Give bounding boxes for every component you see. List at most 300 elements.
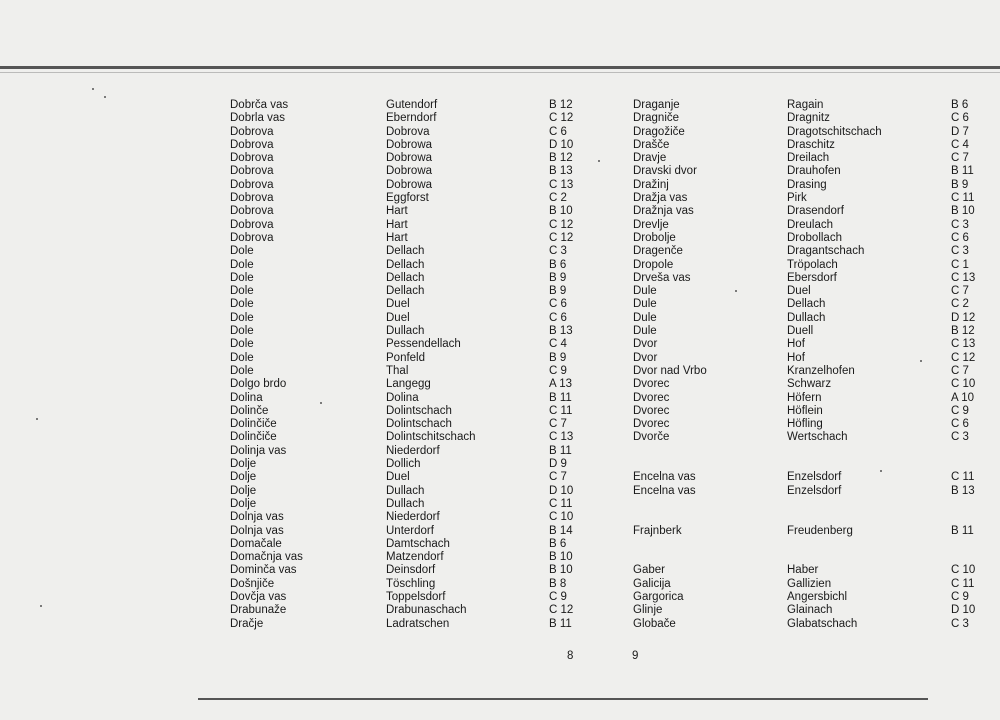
- german-name: Toppelsdorf: [386, 590, 446, 603]
- index-row: [230, 112, 590, 125]
- map-grid-ref: C 3: [951, 431, 969, 444]
- index-row: [230, 418, 590, 431]
- map-grid-ref: C 10: [951, 378, 976, 391]
- german-name: Ebersdorf: [787, 271, 837, 284]
- german-name: Freudenberg: [787, 524, 853, 537]
- index-row: [230, 551, 590, 564]
- map-grid-ref: D 7: [951, 125, 969, 138]
- map-grid-ref: C 7: [549, 418, 567, 431]
- scan-speck: [598, 160, 600, 162]
- index-row: [230, 139, 590, 152]
- slovene-name: Dolje: [230, 471, 257, 484]
- map-grid-ref: D 10: [549, 484, 574, 497]
- map-grid-ref: B 6: [549, 537, 567, 550]
- index-row: [230, 498, 590, 511]
- map-grid-ref: C 13: [549, 431, 574, 444]
- german-name: Dragnitz: [787, 112, 830, 125]
- german-name: Dullach: [386, 497, 425, 510]
- slovene-name: Dolinčiče: [230, 431, 277, 444]
- map-grid-ref: C 12: [549, 231, 574, 244]
- german-name: Ladratschen: [386, 617, 450, 630]
- index-row: [230, 578, 590, 591]
- index-row: [230, 298, 590, 311]
- slovene-name: Dražinj: [633, 178, 669, 191]
- scan-speck: [36, 418, 38, 420]
- slovene-name: Dole: [230, 311, 254, 324]
- map-grid-ref: C 12: [549, 112, 574, 125]
- index-row: [633, 525, 973, 538]
- german-name: Thal: [386, 364, 409, 377]
- index-row: [633, 192, 973, 205]
- slovene-name: Dražja vas: [633, 192, 688, 205]
- german-name: Drobollach: [787, 231, 842, 244]
- top-rule: [0, 66, 1000, 69]
- index-row: [633, 338, 976, 351]
- slovene-name: Dobrova: [230, 125, 274, 138]
- group-gap: [633, 551, 973, 564]
- map-grid-ref: C 10: [951, 564, 976, 577]
- slovene-name: Dobrova: [230, 205, 274, 218]
- map-grid-ref: B 12: [549, 152, 573, 165]
- index-row: [230, 458, 590, 471]
- map-grid-ref: A 10: [951, 391, 975, 404]
- map-grid-ref: A 13: [549, 378, 573, 391]
- map-grid-ref: C 3: [951, 218, 969, 231]
- index-row: [633, 205, 973, 218]
- slovene-name: Dolina: [230, 391, 263, 404]
- german-name: Dobrowa: [386, 165, 433, 178]
- slovene-name: Dole: [230, 325, 254, 338]
- index-row: [633, 165, 973, 178]
- index-row: [633, 325, 973, 338]
- map-grid-ref: C 11: [549, 404, 573, 417]
- slovene-name: Došnjiče: [230, 577, 275, 590]
- index-row: [633, 578, 973, 591]
- map-grid-ref: C 9: [549, 364, 567, 377]
- slovene-name: Dolinja vas: [230, 444, 287, 457]
- index-row: [230, 205, 590, 218]
- slovene-name: Dvor nad Vrbo: [633, 364, 707, 377]
- index-row: [230, 259, 590, 272]
- map-grid-ref: D 10: [549, 138, 574, 151]
- map-grid-ref: C 7: [951, 285, 969, 298]
- index-row: [633, 392, 973, 405]
- german-name: Dollich: [386, 458, 421, 471]
- map-grid-ref: B 11: [951, 524, 974, 537]
- map-grid-ref: C 7: [951, 364, 969, 377]
- slovene-name: Dolje: [230, 497, 257, 510]
- map-grid-ref: C 13: [549, 178, 574, 191]
- index-row: [230, 392, 590, 405]
- index-row: [230, 405, 590, 418]
- slovene-name: Drašče: [633, 138, 670, 151]
- slovene-name: Dravje: [633, 152, 667, 165]
- slovene-name: Dole: [230, 351, 254, 364]
- index-row: [633, 418, 973, 431]
- map-grid-ref: C 11: [951, 192, 975, 205]
- group-gap: [633, 458, 973, 471]
- index-row: [633, 564, 976, 577]
- index-row: [633, 271, 976, 285]
- german-name: Dobrowa: [386, 152, 433, 165]
- map-grid-ref: C 4: [951, 138, 969, 151]
- slovene-name: Dragniče: [633, 112, 680, 125]
- german-name: Höflein: [787, 404, 823, 417]
- index-row: [633, 245, 973, 258]
- map-grid-ref: C 1: [951, 258, 969, 271]
- index-row: [230, 352, 590, 365]
- map-grid-ref: C 2: [951, 298, 969, 311]
- index-row: [230, 192, 590, 205]
- german-name: Eggforst: [386, 192, 429, 205]
- index-row: [230, 165, 590, 178]
- slovene-name: Dolje: [230, 484, 257, 497]
- german-name: Töschling: [386, 577, 436, 590]
- index-row: [633, 405, 973, 418]
- map-grid-ref: C 2: [549, 192, 567, 205]
- german-name: Enzelsdorf: [787, 471, 842, 484]
- german-name: Dellach: [386, 285, 425, 298]
- index-row: [633, 591, 973, 604]
- map-grid-ref: B 9: [549, 285, 567, 298]
- right-page-number: 9: [632, 650, 639, 662]
- index-row: [230, 618, 590, 631]
- slovene-name: Dule: [633, 325, 657, 338]
- german-name: Duel: [386, 471, 410, 484]
- index-row: [230, 219, 590, 232]
- german-name: Duel: [386, 311, 410, 324]
- slovene-name: Dvorec: [633, 418, 670, 431]
- slovene-name: Drobolje: [633, 231, 676, 244]
- german-name: Dobrova: [386, 125, 430, 138]
- slovene-name: Drabunaže: [230, 604, 287, 617]
- map-grid-ref: B 9: [549, 351, 567, 364]
- index-row: [633, 259, 973, 272]
- map-grid-ref: C 11: [951, 577, 975, 590]
- german-name: Draschitz: [787, 138, 835, 151]
- group-gap: [633, 498, 973, 511]
- german-name: Dobrowa: [386, 138, 433, 151]
- index-row: [230, 325, 590, 338]
- german-name: Gutendorf: [386, 99, 438, 111]
- index-row: [230, 604, 590, 617]
- slovene-name: Dobrla vas: [230, 112, 285, 125]
- scan-speck: [735, 290, 737, 292]
- map-grid-ref: B 11: [951, 165, 974, 178]
- slovene-name: Dolinčiče: [230, 418, 277, 431]
- map-grid-ref: C 3: [951, 245, 969, 258]
- map-grid-ref: B 6: [549, 258, 567, 271]
- german-name: Dolintschitschach: [386, 431, 476, 444]
- german-name: Deinsdorf: [386, 564, 436, 577]
- german-name: Drabunaschach: [386, 604, 467, 617]
- map-grid-ref: D 12: [951, 311, 976, 324]
- slovene-name: Dobrova: [230, 192, 274, 205]
- german-name: Kranzelhofen: [787, 364, 855, 377]
- german-name: Tröpolach: [787, 258, 838, 271]
- index-row: [633, 179, 973, 192]
- german-name: Niederdorf: [386, 444, 440, 457]
- german-name: Dreilach: [787, 152, 830, 165]
- slovene-name: Dobrča vas: [230, 99, 289, 111]
- map-grid-ref: B 11: [549, 617, 572, 630]
- slovene-name: Dobrova: [230, 152, 274, 165]
- slovene-name: Dobrova: [230, 218, 274, 231]
- german-name: Wertschach: [787, 431, 848, 444]
- index-row: [633, 139, 973, 152]
- german-name: Hart: [386, 231, 408, 244]
- slovene-name: Dole: [230, 285, 254, 298]
- german-name: Glabatschach: [787, 617, 858, 630]
- index-row: [230, 485, 590, 498]
- index-row: [230, 445, 590, 458]
- map-grid-ref: C 9: [951, 590, 969, 603]
- slovene-name: Dvorec: [633, 404, 670, 417]
- slovene-name: Encelna vas: [633, 484, 696, 497]
- top-rule-shadow: [0, 72, 1000, 73]
- index-row: [633, 378, 976, 391]
- german-name: Dellach: [386, 258, 425, 271]
- index-row: [633, 219, 973, 232]
- slovene-name: Dolinče: [230, 404, 269, 417]
- map-grid-ref: B 10: [549, 564, 573, 577]
- map-grid-ref: B 13: [951, 484, 975, 497]
- slovene-name: Frajnberk: [633, 524, 682, 537]
- german-name: Hof: [787, 338, 805, 351]
- map-grid-ref: B 8: [549, 577, 567, 590]
- slovene-name: Dvorče: [633, 431, 670, 444]
- slovene-name: Dole: [230, 338, 254, 351]
- index-row: [230, 471, 590, 484]
- slovene-name: Dole: [230, 364, 254, 377]
- index-row: [633, 485, 973, 498]
- map-grid-ref: B 11: [549, 444, 572, 457]
- german-name: Drasing: [787, 178, 827, 191]
- index-row: [633, 152, 973, 165]
- slovene-name: Dole: [230, 245, 254, 258]
- german-name: Dolina: [386, 391, 419, 404]
- map-grid-ref: B 10: [549, 205, 573, 218]
- german-name: Höfern: [787, 391, 822, 404]
- german-name: Dellach: [386, 271, 425, 284]
- map-grid-ref: B 13: [549, 165, 573, 178]
- german-name: Dolintschach: [386, 404, 452, 417]
- german-name: Schwarz: [787, 378, 832, 391]
- index-row: [633, 232, 973, 245]
- map-grid-ref: B 10: [951, 205, 975, 218]
- bottom-rule: [198, 698, 928, 700]
- map-grid-ref: C 3: [951, 617, 969, 630]
- slovene-name: Galicija: [633, 577, 671, 590]
- slovene-name: Dvorec: [633, 391, 670, 404]
- index-row: [230, 511, 590, 524]
- slovene-name: Dvor: [633, 351, 658, 364]
- german-name: Duel: [386, 298, 410, 311]
- index-row: [230, 338, 590, 351]
- index-row: [633, 618, 973, 631]
- scan-speck: [920, 360, 922, 362]
- german-name: Drauhofen: [787, 165, 841, 178]
- german-name: Pessendellach: [386, 338, 461, 351]
- map-grid-ref: C 3: [549, 245, 567, 258]
- index-row: [633, 604, 976, 617]
- german-name: Drasendorf: [787, 205, 844, 218]
- slovene-name: Dolje: [230, 458, 257, 471]
- index-row: [230, 525, 590, 538]
- german-name: Ragain: [787, 99, 824, 111]
- map-grid-ref: C 6: [549, 298, 567, 311]
- slovene-name: Draganje: [633, 99, 680, 111]
- index-row: [230, 245, 590, 258]
- german-name: Dreulach: [787, 218, 834, 231]
- group-gap: [633, 511, 973, 524]
- index-row: [230, 591, 590, 604]
- index-row: [633, 365, 973, 378]
- map-grid-ref: B 14: [549, 524, 573, 537]
- left-page-number: 8: [567, 650, 574, 662]
- map-grid-ref: B 9: [549, 271, 567, 284]
- map-grid-ref: C 12: [549, 604, 574, 617]
- german-name: Enzelsdorf: [787, 484, 842, 497]
- slovene-name: Dobrova: [230, 231, 274, 244]
- index-row: [230, 99, 590, 112]
- scan-speck: [104, 96, 106, 98]
- german-name: Dullach: [386, 484, 425, 497]
- german-name: Dolintschach: [386, 418, 452, 431]
- slovene-name: Dole: [230, 258, 254, 271]
- map-grid-ref: B 10: [549, 551, 573, 564]
- left-page-index: [230, 99, 590, 631]
- german-name: Ponfeld: [386, 351, 426, 364]
- german-name: Unterdorf: [386, 524, 434, 537]
- german-name: Dobrowa: [386, 178, 433, 191]
- index-row: [230, 152, 590, 165]
- map-grid-ref: C 6: [549, 311, 567, 324]
- german-name: Angersbichl: [787, 590, 848, 603]
- index-row: [633, 112, 973, 125]
- index-row: [633, 311, 976, 325]
- slovene-name: Dule: [633, 311, 657, 324]
- german-name: Pirk: [787, 192, 807, 205]
- index-row: [633, 471, 973, 484]
- slovene-name: Dolgo brdo: [230, 378, 287, 391]
- index-row: [230, 431, 590, 444]
- index-row: [633, 285, 973, 298]
- map-grid-ref: C 11: [951, 471, 975, 484]
- slovene-name: Dragenče: [633, 245, 683, 258]
- map-grid-ref: C 6: [951, 112, 969, 125]
- slovene-name: Dole: [230, 271, 254, 284]
- slovene-name: Dolnja vas: [230, 524, 284, 537]
- german-name: Eberndorf: [386, 112, 437, 125]
- german-name: Duell: [787, 325, 814, 338]
- map-grid-ref: D 10: [951, 604, 976, 617]
- map-grid-ref: B 12: [549, 99, 573, 111]
- map-grid-ref: B 9: [951, 178, 969, 191]
- slovene-name: Gaber: [633, 564, 665, 577]
- german-name: Dullach: [787, 311, 826, 324]
- german-name: Dragotschitschach: [787, 125, 882, 138]
- german-name: Hart: [386, 218, 408, 231]
- map-grid-ref: C 10: [549, 511, 574, 524]
- index-row: [633, 298, 973, 311]
- index-row: [633, 99, 973, 112]
- slovene-name: Dole: [230, 298, 254, 311]
- index-row: [633, 351, 976, 365]
- german-name: Gallizien: [787, 577, 832, 590]
- german-name: Hof: [787, 351, 805, 364]
- slovene-name: Dovčja vas: [230, 590, 287, 603]
- group-gap: [633, 538, 973, 551]
- map-grid-ref: C 7: [951, 152, 969, 165]
- slovene-name: Dolnja vas: [230, 511, 284, 524]
- slovene-name: Encelna vas: [633, 471, 696, 484]
- index-row: [230, 126, 590, 139]
- slovene-name: Dvorec: [633, 378, 670, 391]
- slovene-name: Gargorica: [633, 590, 684, 603]
- map-grid-ref: D 9: [549, 458, 567, 471]
- map-grid-ref: C 6: [951, 231, 969, 244]
- german-name: Haber: [787, 564, 819, 577]
- map-grid-ref: C 9: [951, 404, 969, 417]
- map-grid-ref: C 12: [951, 351, 976, 364]
- map-grid-ref: C 6: [549, 125, 567, 138]
- slovene-name: Dominča vas: [230, 564, 297, 577]
- slovene-name: Dule: [633, 285, 657, 298]
- map-grid-ref: C 4: [549, 338, 567, 351]
- german-name: Langegg: [386, 378, 431, 391]
- group-gap: [633, 445, 973, 458]
- slovene-name: Dobrova: [230, 138, 274, 151]
- index-row: [230, 564, 590, 577]
- map-grid-ref: B 13: [549, 325, 573, 338]
- german-name: Dellach: [386, 245, 425, 258]
- index-row: [633, 126, 973, 139]
- german-name: Dragantschach: [787, 245, 865, 258]
- german-name: Damtschach: [386, 537, 450, 550]
- german-name: Matzendorf: [386, 551, 444, 564]
- index-row: [230, 272, 590, 285]
- right-page-index: [633, 99, 976, 631]
- german-name: Dullach: [386, 325, 425, 338]
- slovene-name: Dragožiče: [633, 125, 685, 138]
- slovene-name: Globače: [633, 617, 676, 630]
- map-grid-ref: C 9: [549, 590, 567, 603]
- slovene-name: Dobrova: [230, 165, 274, 178]
- german-name: Dellach: [787, 298, 826, 311]
- german-name: Höfling: [787, 418, 823, 431]
- slovene-name: Domačale: [230, 537, 282, 550]
- scan-speck: [880, 470, 882, 472]
- slovene-name: Dule: [633, 298, 657, 311]
- slovene-name: Glinje: [633, 604, 663, 617]
- map-grid-ref: C 6: [951, 418, 969, 431]
- slovene-name: Dvor: [633, 338, 658, 351]
- map-grid-ref: B 6: [951, 99, 969, 111]
- slovene-name: Dobrova: [230, 178, 274, 191]
- german-name: Hart: [386, 205, 408, 218]
- index-row: [230, 179, 590, 192]
- map-grid-ref: B 11: [549, 391, 572, 404]
- slovene-name: Dravski dvor: [633, 165, 697, 178]
- scan-speck: [92, 88, 94, 90]
- slovene-name: Drevlje: [633, 218, 669, 231]
- index-row: [230, 378, 590, 391]
- index-row: [230, 232, 590, 245]
- scan-speck: [40, 605, 42, 607]
- map-grid-ref: B 12: [951, 325, 975, 338]
- map-grid-ref: C 12: [549, 218, 574, 231]
